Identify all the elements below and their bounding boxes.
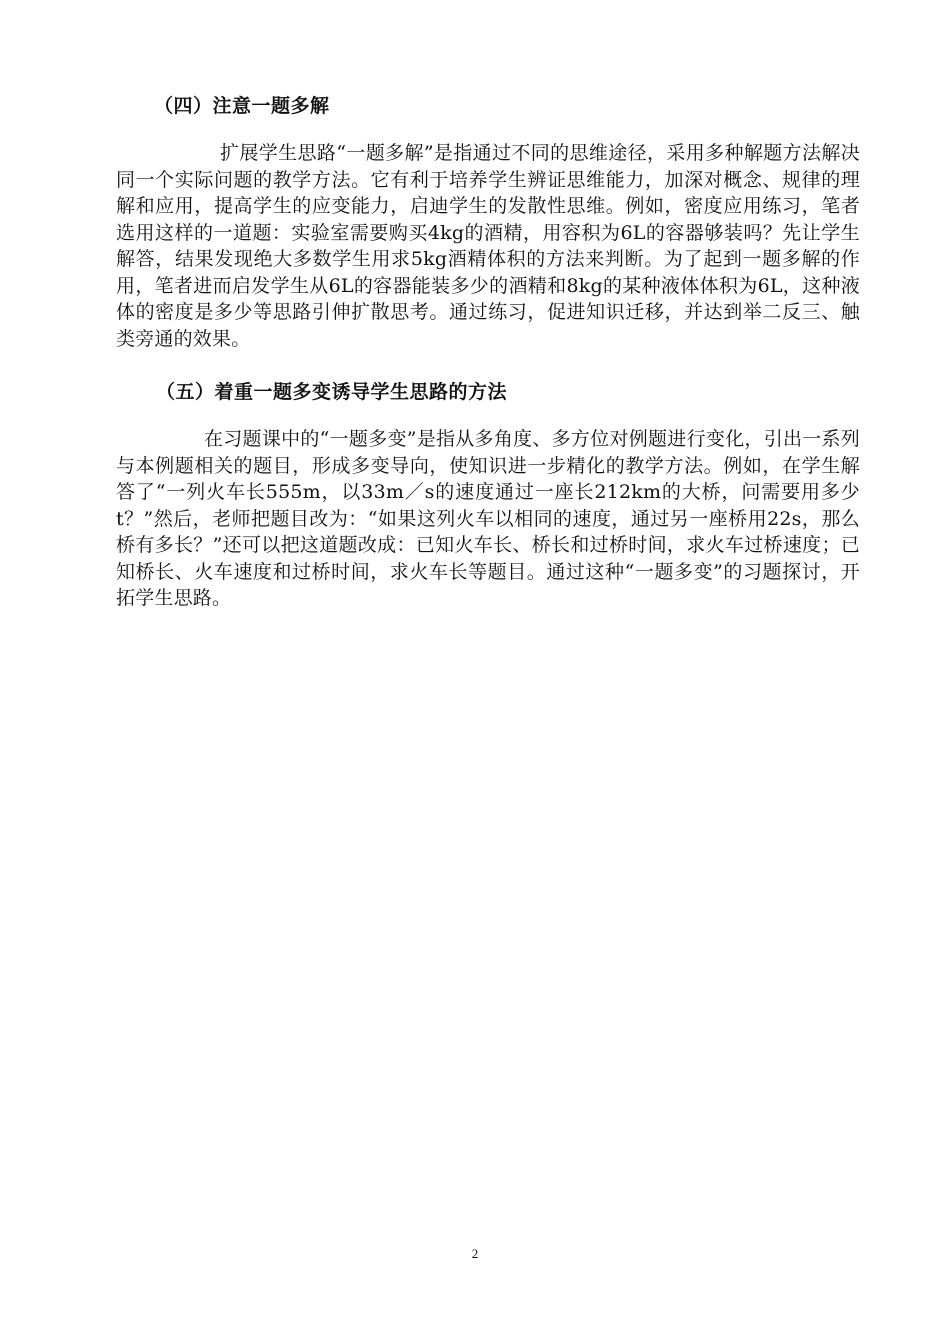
page-content <box>116 92 860 638</box>
section-paragraph-4: 扩展学生思路“一题多解”是指通过不同的思维途径，采用多种解题方法解决同一个实际问题的教学方法。它有利于培养学生辨证思维能力，加深对概念、规律的理解和应用，提高学生的应变能力，启迪学生的发散性思维。例如，密度应用练习，笔者选用这样的一道题：实验室需要购买4kg的酒精，用容积为6L的容器够装吗？先让学生解答，结果发现绝大多数学生用求5kg酒精体积的方法来判断。为了起到一题多解的作用，笔者进而启发学生从6L的容器能装多少的酒精和8kg的某种液体体积为6L，这种液体的密度是多少等思路引伸扩散思考。通过练习，促进知识迁移，并达到举二反三、触类旁通的效果。 <box>116 142 860 350</box>
page-number: 2 <box>471 1246 479 1261</box>
section-heading-4: （四）注意一题多解 <box>154 95 330 117</box>
section-heading-5: （五）着重一题多变诱导学生思路的方法 <box>156 381 508 403</box>
section-paragraph-5: 在习题课中的“一题多变”是指从多角度、多方位对例题进行变化，引出一系列与本例题相关的题目，形成多变导向，使知识进一步精化的教学方法。例如，在学生解答了“一列火车长555m，以33m／s的速度通过一座长212km的大桥，问需要用多少t？”然后，老师把题目改为：“如果这列火车以相同的速度，通过另一座桥用22s，那么桥有多长？”还可以把这道题改成：已知火车长、桥长和过桥时间，求火车过桥速度；已知桥长、火车速度和过桥时间，求火车长等题目。通过这种“一题多变”的习题探讨，开拓学生思路。 <box>116 428 860 609</box>
